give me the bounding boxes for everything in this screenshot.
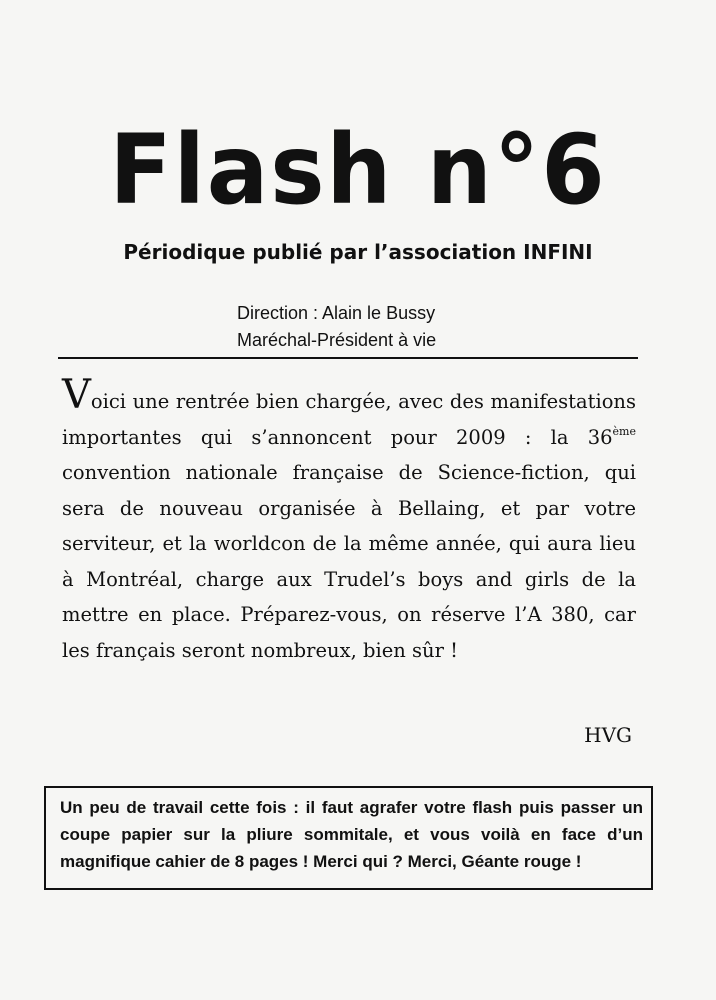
editorial-part-2: convention nationale française de Science-fiction, qui sera de nouveau organisée à Bellaing, et par votre serviteur, et la worldcon de la même année, qui aura lieu à Montréal, charge aux Trudel’s boys and girls de la mettre en place. Préparez-vous, on réserve l’A 380, car les français seront nombreux, bien sûr ! <box>62 461 636 662</box>
editorial-text <box>62 372 636 668</box>
page-title: Flash n°6 <box>109 114 607 226</box>
credits-block <box>237 300 436 354</box>
ordinal-superscript: ème <box>612 424 636 438</box>
notice-box <box>44 786 653 890</box>
signature: HVG <box>584 723 632 747</box>
page-subtitle: Périodique publié par l’association INFINI <box>123 240 593 264</box>
notice-text: Un peu de travail cette fois : il faut agrafer votre flash puis passer un coupe papier sur la pliure sommitale, et vous voilà en face d’un magnifique cahier de 8 pages ! Merci qui ? Merci, Géante rouge ! <box>60 798 643 871</box>
editorial-part-1: oici une rentrée bien chargée, avec des manifestations importantes qui s’annoncent pour 2009 : la 36 <box>62 390 636 449</box>
drop-cap: V <box>62 372 91 418</box>
divider <box>58 357 638 359</box>
direction-line: Direction : Alain le Bussy <box>237 303 436 323</box>
role-line: Maréchal-Président à vie <box>237 330 437 350</box>
